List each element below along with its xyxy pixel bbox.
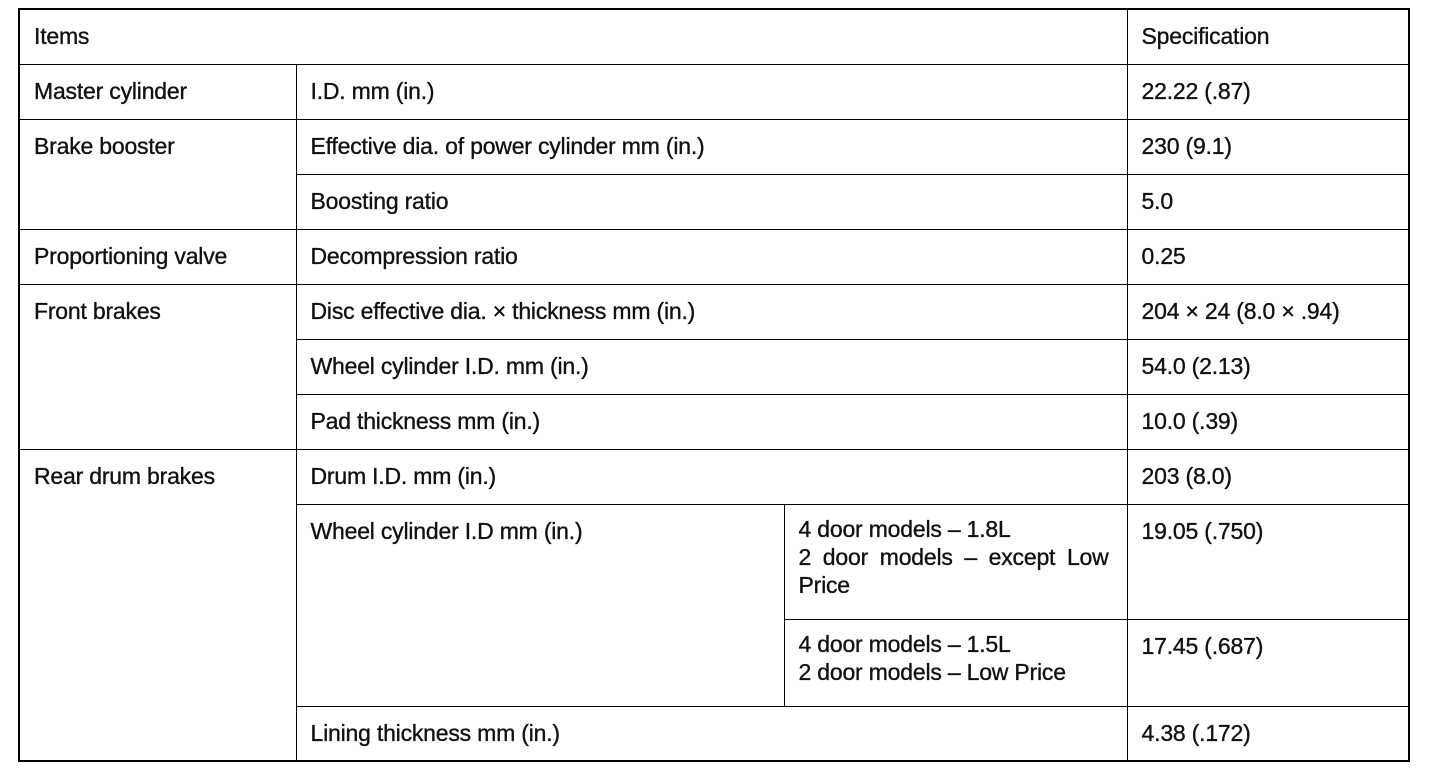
item-label: Lining thickness mm (in.) xyxy=(296,706,1127,761)
item-label: Wheel cylinder I.D. mm (in.) xyxy=(296,339,1127,394)
table-row xyxy=(19,64,1409,119)
header-specification: Specification xyxy=(1127,9,1409,64)
table-row xyxy=(19,119,1409,174)
group-brake-booster: Brake booster xyxy=(19,119,296,229)
note-line: 4 door models – 1.8L xyxy=(798,515,1011,542)
item-label: I.D. mm (in.) xyxy=(296,64,1127,119)
item-label: Disc effective dia. × thickness mm (in.) xyxy=(296,284,1127,339)
table-header-row xyxy=(19,9,1409,64)
spec-value: 4.38 (.172) xyxy=(1127,706,1409,761)
note-line: 2 door models – except Low Price xyxy=(798,543,1109,598)
spec-value: 204 × 24 (8.0 × .94) xyxy=(1127,284,1409,339)
spec-value: 54.0 (2.13) xyxy=(1127,339,1409,394)
item-label: Effective dia. of power cylinder mm (in.) xyxy=(296,119,1127,174)
model-condition-note xyxy=(784,619,1127,706)
brake-specification-table xyxy=(18,8,1410,762)
spec-value: 203 (8.0) xyxy=(1127,449,1409,504)
model-condition-note xyxy=(784,504,1127,619)
group-master-cylinder: Master cylinder xyxy=(19,64,296,119)
table-row xyxy=(19,229,1409,284)
spec-value: 22.22 (.87) xyxy=(1127,64,1409,119)
note-line: 4 door models – 1.5L xyxy=(798,630,1011,657)
group-front-brakes: Front brakes xyxy=(19,284,296,449)
item-label: Boosting ratio xyxy=(296,174,1127,229)
group-proportioning-valve: Proportioning valve xyxy=(19,229,296,284)
table-row xyxy=(19,449,1409,504)
spec-value: 5.0 xyxy=(1127,174,1409,229)
spec-value: 17.45 (.687) xyxy=(1127,619,1409,706)
spec-value: 19.05 (.750) xyxy=(1127,504,1409,619)
item-label: Wheel cylinder I.D mm (in.) xyxy=(296,504,784,706)
spec-value: 0.25 xyxy=(1127,229,1409,284)
item-label: Drum I.D. mm (in.) xyxy=(296,449,1127,504)
spec-value: 10.0 (.39) xyxy=(1127,394,1409,449)
group-rear-drum-brakes: Rear drum brakes xyxy=(19,449,296,761)
note-line: 2 door models – Low Price xyxy=(798,658,1066,685)
item-label: Pad thickness mm (in.) xyxy=(296,394,1127,449)
header-items: Items xyxy=(19,9,1127,64)
item-label: Decompression ratio xyxy=(296,229,1127,284)
spec-value: 230 (9.1) xyxy=(1127,119,1409,174)
table-row xyxy=(19,284,1409,339)
